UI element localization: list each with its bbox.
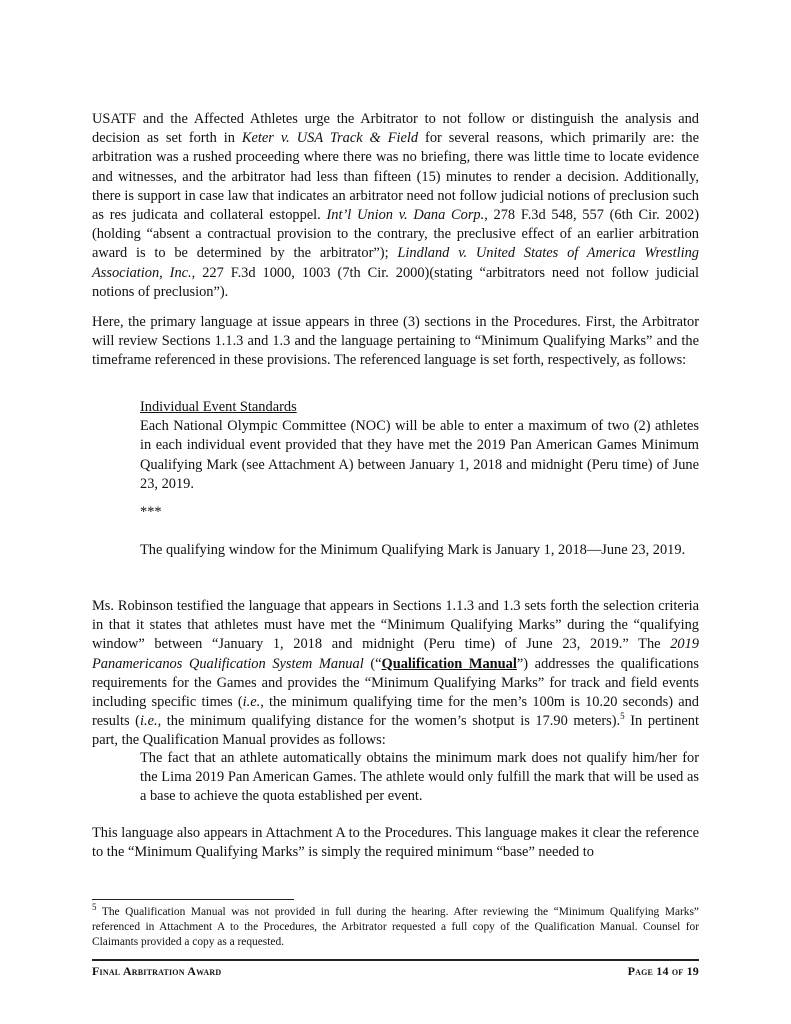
footer-rule (92, 959, 699, 961)
para3-text-1: Ms. Robinson testified the language that appears in Sections 1.1.3 and 1.3 sets forth the selection criteria in that it states that athletes must have met the “Minimum Qualifying Marks” during the “qualifying window” between “January 1, 2018 and midnight (Peru time) of June 23, 2019.” The (92, 598, 699, 653)
case-citation-dana: Int’l Union v. Dana Corp. (326, 207, 485, 224)
block-quote-standards (140, 398, 699, 494)
footnote-separator (92, 899, 294, 900)
paragraph-robinson-testimony (92, 597, 699, 751)
quote-asterisks: *** (140, 504, 162, 520)
footer-title: Final Arbitration Award (92, 964, 222, 978)
para4-text: This language also appears in Attachment A to the Procedures. This language makes it clear the reference to the “Minimum Qualifying Marks” is simply the required minimum “base” needed to (92, 825, 699, 861)
footer-page-number: Page 14 of 19 (627, 964, 699, 978)
para1-text-3: , 278 F.3d 548, 557 (6th Cir. 2002)(holding “absent a contractual provision to the contrary, the preclusive effect of an earlier arbitration award is to be determined by the arbitrator”); (92, 207, 699, 262)
case-citation-keter: Keter v. USA Track & Field (241, 130, 419, 147)
para3-text-2: (“ (363, 655, 382, 672)
para3-text-6: In pertinent part, the Qualification Manual provides as follows: (92, 713, 699, 749)
ie-abbrev-1: i.e. (242, 694, 261, 711)
para1-text-2: for several reasons, which primarily are: the arbitration was a rushed proceeding where there was no briefing, there was little time to locate evidence and witnesses, and the arbitrator had less than fifteen (15) minutes to render a decision. Additionally, there is support in case law that indicates an arbitrator need not follow judicial notions of preclusion such as res judicata and collateral estoppel. (92, 130, 699, 224)
quote-heading: Individual Event Standards (140, 399, 297, 415)
manual-title: 2019 Panamericanos Qualification System Manual (92, 636, 699, 672)
para2-text: Here, the primary language at issue appears in three (3) sections in the Procedures. First, the Arbitrator will review Sections 1.1.3 and 1.3 and the language pertaining to “Minimum Qualifying Marks” and the timeframe referenced in these provisions. The referenced language is set forth, respectively, as follows: (92, 314, 699, 369)
footnote-number: 5 (92, 902, 97, 913)
quote-standards-text: Each National Olympic Committee (NOC) will be able to enter a maximum of two (2) athletes in each individual event provided that they have met the 2019 Pan American Games Minimum Qualifying Mark (see Attachment A) between January 1, 2018 and midnight (Peru time) of June 23, 2019. (140, 418, 699, 492)
quote-manual-text: The fact that an athlete automatically obtains the minimum mark does not qualify him/her for the Lima 2019 Pan American Games. The athlete would only fulfill the mark that will be used as a base to achieve the quota established per event. (140, 750, 699, 805)
block-quote-window (140, 541, 699, 560)
para3-text-4: , the minimum qualifying time for the men’s 100m is 10.20 seconds) and results ( (92, 694, 699, 730)
para3-text-5: , the minimum qualifying distance for the women’s shotput is 17.90 meters). (157, 713, 621, 730)
manual-defined-term: Qualification Manual (381, 655, 517, 672)
para1-text-1: USATF and the Affected Athletes urge the Arbitrator to not follow or distinguish the analysis and decision as set forth in (92, 111, 699, 147)
paragraph-procedures-language (92, 313, 699, 371)
paragraph-attachment-a (92, 824, 699, 862)
footnote (92, 902, 699, 950)
footnote-reference: 5 (620, 711, 625, 722)
para3-text-3: ”) addresses the qualifications requirements for the Games and provides the “Minimum Qualifying Marks” for track and field events including specific times ( (92, 655, 699, 711)
ie-abbrev-2: i.e. (139, 713, 158, 730)
footnote-text: The Qualification Manual was not provided in full during the hearing. After reviewing the “Minimum Qualifying Marks” referenced in Attachment A to the Procedures, the Arbitrator requested a full copy of the Qualification Manual. Counsel for Claimants provided a copy as a requested. (92, 906, 699, 948)
block-quote-separator (140, 503, 699, 522)
paragraph-preclusion-argument (92, 110, 699, 302)
para1-text-4: , 227 F.3d 1000, 1003 (7th Cir. 2000)(stating “arbitrators need not follow judicial notions of preclusion”). (92, 264, 699, 300)
block-quote-manual (140, 749, 699, 807)
quote-window-text: The qualifying window for the Minimum Qualifying Mark is January 1, 2018—June 23, 2019. (140, 542, 686, 558)
case-citation-lindland: Lindland v. United States of America Wrestling Association, Inc. (92, 245, 699, 281)
